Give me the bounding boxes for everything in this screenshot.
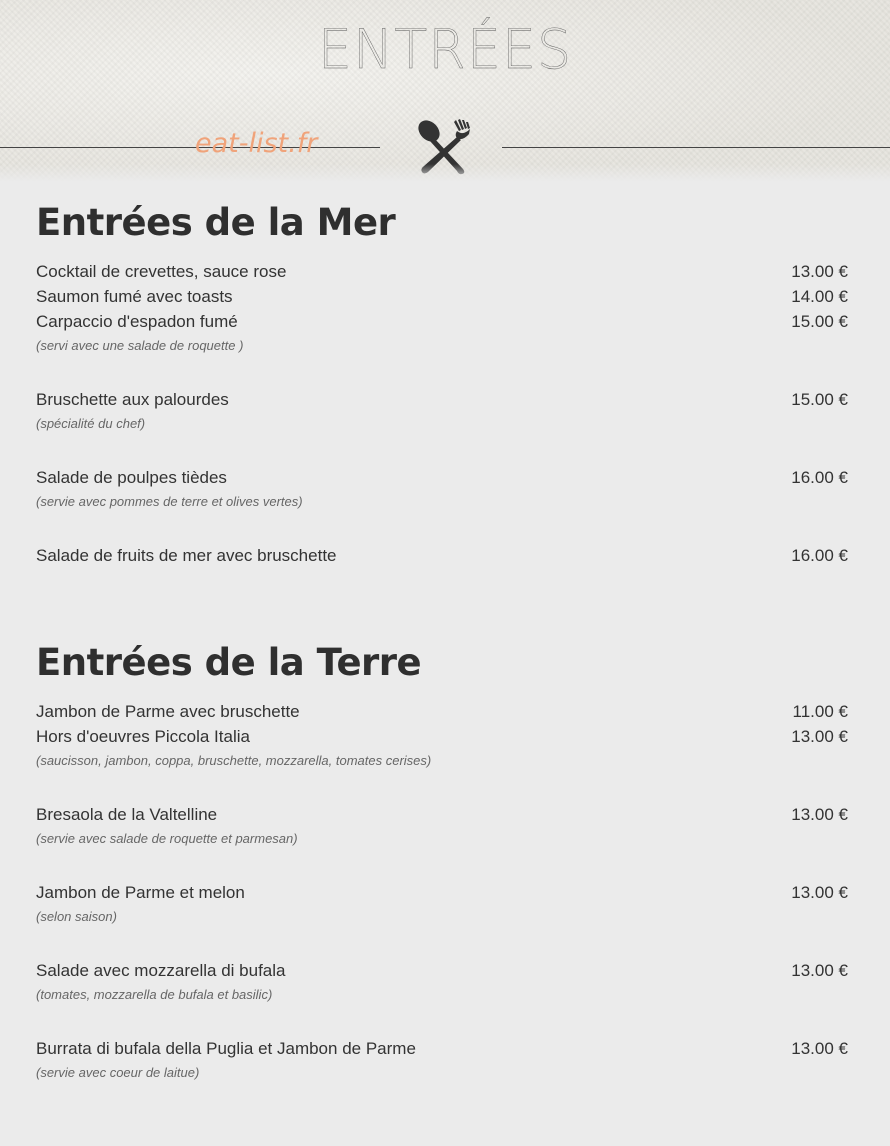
item-name: Salade de poulpes tièdes [36, 468, 227, 487]
item-price: 13.00 € [791, 1039, 848, 1058]
item-price: 13.00 € [791, 961, 848, 980]
item-price: 15.00 € [791, 390, 848, 409]
page-title: ENTRÉES [317, 18, 573, 81]
menu-item [36, 259, 848, 284]
menu-item [36, 880, 848, 927]
item-name: Saumon fumé avec toasts [36, 287, 233, 306]
item-price: 16.00 € [791, 468, 848, 487]
menu-item [36, 309, 848, 356]
item-price: 14.00 € [791, 287, 848, 306]
item-name: Carpaccio d'espadon fumé [36, 312, 238, 331]
item-note: (spécialité du chef) [36, 416, 146, 431]
section-mer [36, 201, 848, 568]
item-name: Burrata di bufala della Puglia et Jambon de Parme [36, 1039, 416, 1058]
menu-item [36, 1036, 848, 1083]
item-price: 16.00 € [791, 546, 848, 565]
item-name: Bruschette aux palourdes [36, 390, 229, 409]
menu-item [36, 284, 848, 309]
menu-item [36, 387, 848, 434]
item-name: Salade de fruits de mer avec bruschette [36, 546, 337, 565]
item-name: Jambon de Parme avec bruschette [36, 702, 300, 721]
menu-item [36, 465, 848, 512]
menu-list [36, 259, 848, 568]
item-price: 13.00 € [791, 262, 848, 281]
item-price: 13.00 € [791, 727, 848, 746]
section-title: Entrées de la Mer [36, 201, 396, 244]
item-note: (selon saison) [36, 909, 117, 924]
watermark: eat-list.fr [195, 128, 318, 159]
item-name: Cocktail de crevettes, sauce rose [36, 262, 287, 281]
item-price: 11.00 € [792, 702, 848, 721]
item-name: Hors d'oeuvres Piccola Italia [36, 727, 250, 746]
cutlery-icon [414, 118, 474, 176]
item-price: 13.00 € [791, 805, 848, 824]
item-name: Salade avec mozzarella di bufala [36, 961, 286, 980]
menu-item [36, 958, 848, 1005]
menu-item [36, 543, 848, 568]
item-note: (servie avec coeur de laitue) [36, 1065, 200, 1080]
menu-item [36, 699, 848, 724]
menu-item [36, 802, 848, 849]
section-title: Entrées de la Terre [36, 641, 422, 684]
menu-item [36, 724, 848, 771]
header-rule-right [502, 147, 890, 148]
item-note: (servie avec pommes de terre et olives vertes) [36, 494, 303, 509]
item-name: Jambon de Parme et melon [36, 883, 245, 902]
item-price: 13.00 € [791, 883, 848, 902]
item-price: 15.00 € [791, 312, 848, 331]
item-name: Bresaola de la Valtelline [36, 805, 218, 824]
header-rule-left [0, 147, 380, 148]
item-note: (servi avec une salade de roquette ) [36, 338, 244, 353]
section-terre [36, 641, 848, 1083]
menu-list [36, 699, 848, 1083]
page-header [0, 0, 890, 182]
item-note: (saucisson, jambon, coppa, bruschette, mozzarella, tomates cerises) [36, 753, 432, 768]
item-note: (servie avec salade de roquette et parmesan) [36, 831, 298, 846]
item-note: (tomates, mozzarella de bufala et basilic) [36, 987, 273, 1002]
